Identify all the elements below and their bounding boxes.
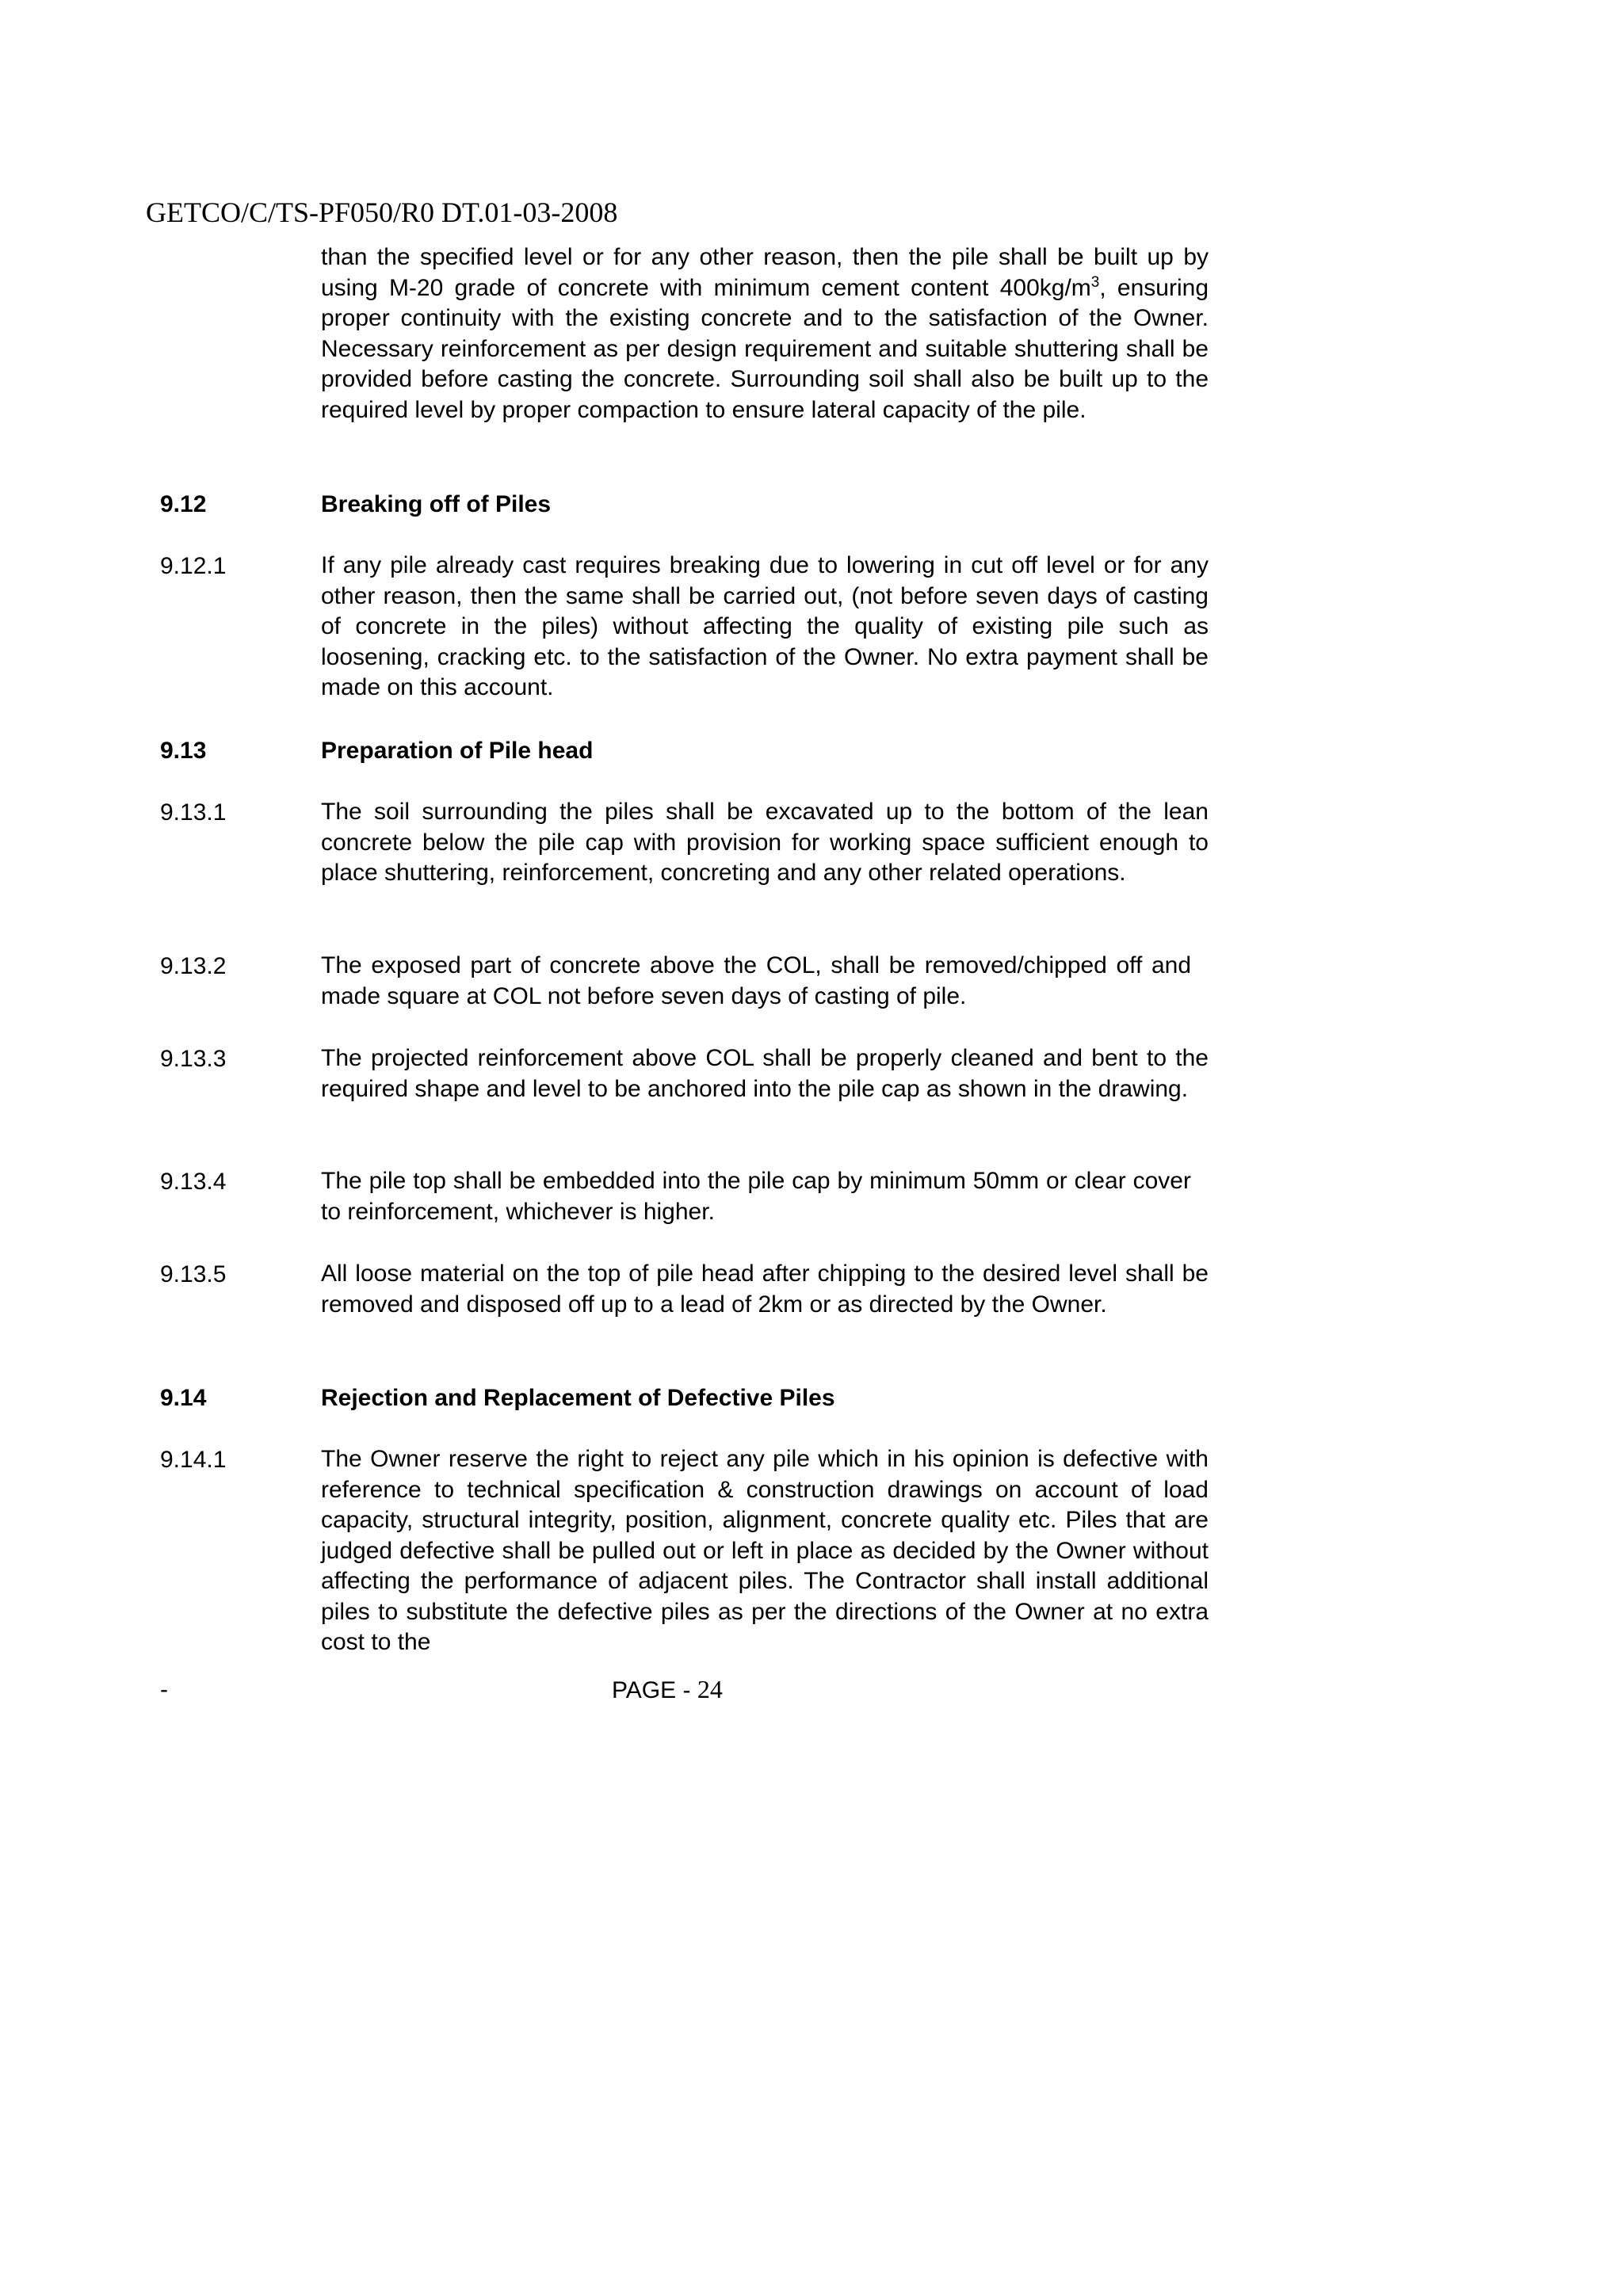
clause-number-9-13-2: 9.13.2 bbox=[160, 953, 227, 979]
document-header: GETCO/C/TS-PF050/R0 DT.01-03-2008 bbox=[146, 196, 618, 228]
continuation-paragraph bbox=[321, 242, 1209, 425]
section-title-9-12: Breaking off of Piles bbox=[321, 491, 552, 517]
section-title-9-14: Rejection and Replacement of Defective Piles bbox=[321, 1385, 835, 1411]
section-number-9-14: 9.14 bbox=[160, 1385, 207, 1411]
clause-text-9-14-1: The Owner reserve the right to reject any pile which in his opinion is defective with reference to technical specification & construction drawings on account of load capacity, structural integrity, position, alignment, concrete quality etc. Piles that are judged defective shall be pulled out or left in place as decided by the Owner without affecting the performance of adjacent piles. The Contractor shall install additional piles to substitute the defective piles as per the directions of the Owner at no extra cost to the bbox=[321, 1446, 1209, 1655]
clause-number-9-13-4: 9.13.4 bbox=[160, 1169, 227, 1195]
clause-text-9-13-1: The soil surrounding the piles shall be excavated up to the bottom of the lean concrete below the pile cap with provision for working space sufficient enough to place shuttering, reinforcement, concreting and any other related operations. bbox=[321, 799, 1209, 886]
page-label: PAGE - bbox=[612, 1677, 697, 1703]
page-footer bbox=[612, 1674, 723, 1706]
clause-text-9-13-5: All loose material on the top of pile head after chipping to the desired level shall be removed and disposed off up to a lead of 2km or as directed by the Owner. bbox=[321, 1261, 1209, 1318]
clause-number-9-13-5: 9.13.5 bbox=[160, 1261, 227, 1287]
clause-number-9-13-1: 9.13.1 bbox=[160, 799, 227, 826]
clause-number-9-12-1: 9.12.1 bbox=[160, 553, 227, 579]
section-title-9-13: Preparation of Pile head bbox=[321, 738, 594, 764]
clause-number-9-14-1: 9.14.1 bbox=[160, 1447, 227, 1473]
clause-text-9-12-1: If any pile already cast requires breaking due to lowering in cut off level or for any other reason, then the same shall be carried out, (not before seven days of casting of concrete in the piles) without affecting the quality of existing pile such as loosening, cracking etc. to the satisfaction of the Owner. No extra payment shall be made on this account. bbox=[321, 552, 1209, 700]
clause-number-9-13-3: 9.13.3 bbox=[160, 1046, 227, 1072]
page-number: 24 bbox=[697, 1675, 723, 1703]
clause-text-9-13-4: The pile top shall be embedded into the pile cap by minimum 50mm or clear cover to reinforcement, whichever is higher. bbox=[321, 1168, 1191, 1225]
clause-text-9-13-3: The projected reinforcement above COL shall be properly cleaned and bent to the required shape and level to be anchored into the pile cap as shown in the drawing. bbox=[321, 1045, 1209, 1102]
continuation-text-part2: , ensuring proper continuity with the existing concrete and to the satisfaction of the Owner. Necessary reinforcement as per design requirement and suitable shuttering shall be provided before casting the concrete. Surrounding soil shall also be built up to the required level by proper compaction to ensure lateral capacity of the pile. bbox=[321, 274, 1209, 423]
superscript-exponent: 3 bbox=[1090, 273, 1100, 291]
section-number-9-12: 9.12 bbox=[160, 491, 207, 517]
clause-text-9-13-2: The exposed part of concrete above the COL, shall be removed/chipped off and made square at COL not before seven days of casting of pile. bbox=[321, 952, 1191, 1009]
continuation-text-part1: than the specified level or for any other reason, then the pile shall be built up by using M-20 grade of concrete with minimum cement content 400kg/m bbox=[321, 244, 1209, 301]
footer-dash: - bbox=[160, 1676, 168, 1703]
section-number-9-13: 9.13 bbox=[160, 738, 207, 764]
